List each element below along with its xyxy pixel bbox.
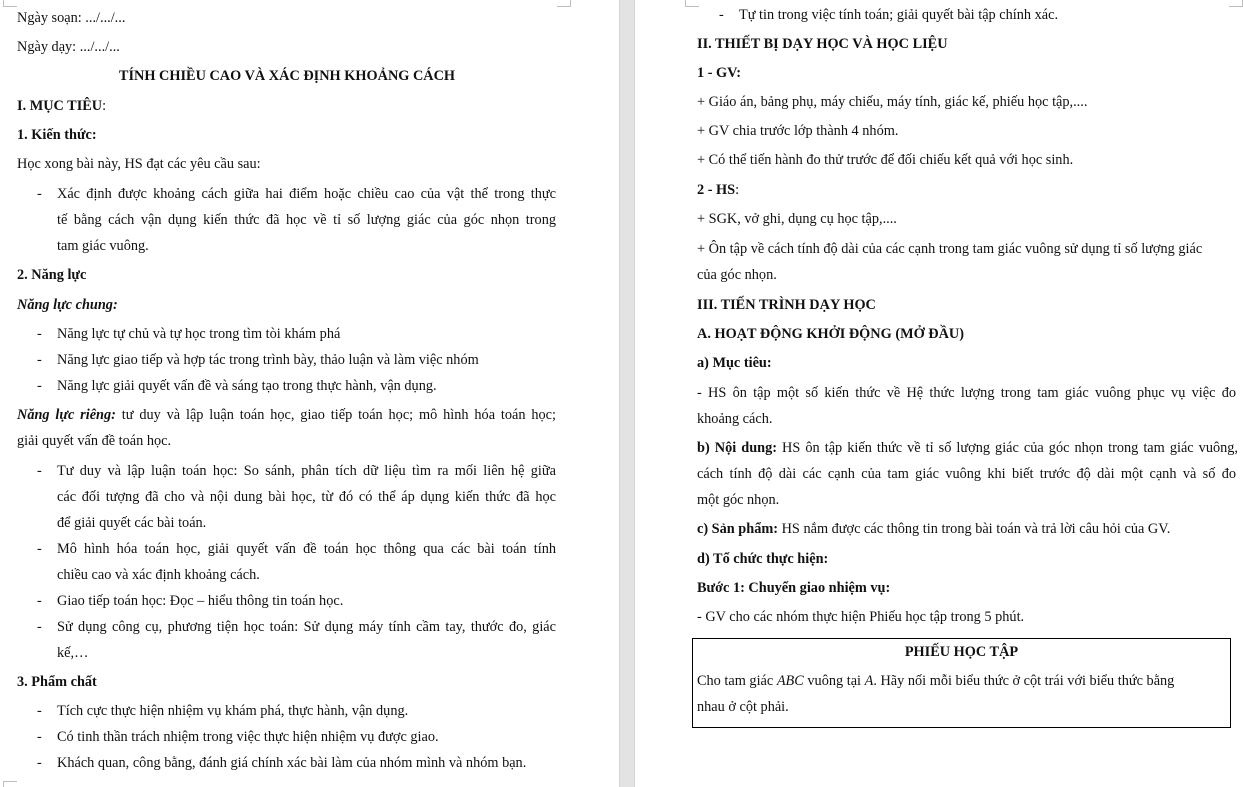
heading-hoat-dong-khoi-dong: A. HOẠT ĐỘNG KHỞI ĐỘNG (MỞ ĐẦU) <box>697 326 965 342</box>
bullet-dash: - <box>37 729 42 745</box>
triangle-abc: ABC <box>776 673 804 689</box>
margin-mark-top-right <box>557 0 571 7</box>
rieng-bullet-4-line-1: Sử dụng công cụ, phương tiện học toán: Sử dụng máy tính cầm tay, thước đo, giác <box>57 619 556 635</box>
rieng-bullet-2-line-1: Mô hình hóa toán học, giải quyết vấn đề toán học thông qua các bài toán tính <box>57 541 556 557</box>
heading-hs <box>697 181 739 199</box>
document-page-right[interactable] <box>635 0 1243 787</box>
vertex-a: A <box>864 673 874 689</box>
colon: : <box>735 182 740 198</box>
rieng-bullet-1-line-3: để giải quyết các bài toán. <box>57 515 207 531</box>
heading-hs-label: 2 - HS <box>697 182 736 198</box>
kien-thuc-intro: Học xong bài này, HS đạt các yêu cầu sau: <box>17 156 261 172</box>
phieu-hoc-tap-text-1 <box>697 672 1174 690</box>
margin-mark-bottom-left <box>3 781 17 787</box>
bullet-dash: - <box>37 326 42 342</box>
ngay-soan: Ngày soạn: .../.../... <box>17 10 126 26</box>
san-pham <box>697 520 1170 538</box>
nang-luc-rieng-text-2: giải quyết vấn đề toán học. <box>17 433 172 449</box>
gv-item: + Giáo án, bảng phụ, máy chiếu, máy tính, giác kế, phiếu học tập,.... <box>697 94 1088 110</box>
bullet-dash: - <box>719 7 724 23</box>
gv-item: + GV chia trước lớp thành 4 nhóm. <box>697 123 899 139</box>
section-muc-tieu <box>17 97 106 115</box>
section-thiet-bi: II. THIẾT BỊ DẠY HỌC VÀ HỌC LIỆU <box>697 36 948 52</box>
margin-mark-top-left <box>685 0 699 7</box>
section-muc-tieu-label: I. MỤC TIÊU <box>17 98 103 114</box>
noi-dung-line-1 <box>697 439 1238 457</box>
noi-dung-text: HS ôn tập kiến thức về tỉ số lượng giác của góc nhọn trong tam giác vuông, <box>777 440 1238 456</box>
nang-luc-chung-item: Năng lực giải quyết vấn đề và sáng tạo trong thực hành, vận dụng. <box>57 378 437 394</box>
rieng-bullet-2-line-2: chiều cao và xác định khoảng cách. <box>57 567 260 583</box>
pham-chat-item: Khách quan, công bằng, đánh giá chính xác bài làm của nhóm mình và nhóm bạn. <box>57 755 527 771</box>
bullet-dash: - <box>37 463 42 479</box>
rieng-bullet-4-line-2: kế,… <box>57 645 89 661</box>
bullet-dash: - <box>37 703 42 719</box>
phieu-text: Cho tam giác <box>697 673 777 689</box>
heading-gv: 1 - GV: <box>697 65 741 81</box>
muc-tieu-label: a) Mục tiêu: <box>697 355 772 371</box>
noi-dung-label: b) Nội dung: <box>697 440 778 456</box>
phieu-hoc-tap-box <box>692 638 1231 728</box>
heading-kien-thuc: 1. Kiến thức: <box>17 127 97 143</box>
nang-luc-rieng-label: Năng lực riêng: <box>17 407 116 423</box>
margin-mark-top-right <box>1229 0 1243 7</box>
bullet-dash: - <box>37 755 42 771</box>
heading-pham-chat: 3. Phẩm chất <box>17 674 97 690</box>
gv-item: + Có thể tiến hành đo thử trước để đối chiếu kết quả với học sinh. <box>697 152 1074 168</box>
noi-dung-line-3: một góc nhọn. <box>697 492 780 508</box>
phieu-hoc-tap-title: PHIẾU HỌC TẬP <box>904 644 1019 660</box>
nang-luc-rieng <box>17 406 556 424</box>
phieu-text: . Hãy nối mỗi biểu thức ở cột trái với biểu thức bằng <box>873 673 1175 689</box>
pham-chat-item: Tích cực thực hiện nhiệm vụ khám phá, thực hành, vận dụng. <box>57 703 409 719</box>
nang-luc-rieng-text: tư duy và lập luận toán học, giao tiếp toán học; mô hình hóa toán học; <box>115 407 556 423</box>
page-separator <box>619 0 635 787</box>
bullet-dash: - <box>37 593 42 609</box>
phieu-text: vuông tại <box>803 673 865 689</box>
rieng-bullet-1-line-2: các đối tượng đã cho và nội dung bài học, từ đó có thể áp dụng kiến thức đã học <box>57 489 556 505</box>
bullet-dash: - <box>37 352 42 368</box>
bullet-dash: - <box>37 619 42 635</box>
kien-thuc-bullet-line-3: tam giác vuông. <box>57 238 149 254</box>
document-title: TÍNH CHIỀU CAO VÀ XÁC ĐỊNH KHOẢNG CÁCH <box>118 68 456 84</box>
hs-item-continued: của góc nhọn. <box>697 267 777 283</box>
buoc-1: Bước 1: Chuyển giao nhiệm vụ: <box>697 580 891 596</box>
hs-item: + Ôn tập về cách tính độ dài của các cạnh trong tam giác vuông sử dụng tỉ số lượng giác <box>697 241 1203 257</box>
nang-luc-chung-item: Năng lực giao tiếp và hợp tác trong trình bày, thảo luận và làm việc nhóm <box>57 352 479 368</box>
ngay-day: Ngày dạy: .../.../... <box>17 39 120 55</box>
noi-dung-line-2: cách tính độ dài các cạnh của tam giác vuông khi biết trước độ dài một cạnh và số đo <box>697 466 1236 482</box>
rieng-bullet-3: Giao tiếp toán học: Đọc – hiểu thông tin toán học. <box>57 593 344 609</box>
gv-cho-nhom: - GV cho các nhóm thực hiện Phiếu học tập trong 5 phút. <box>697 609 1025 625</box>
san-pham-label: c) Sản phẩm: <box>697 521 779 537</box>
pham-chat-item-continued: Tự tin trong việc tính toán; giải quyết bài tập chính xác. <box>739 7 1059 23</box>
rieng-bullet-1-line-1: Tư duy và lập luận toán học: So sánh, phân tích dữ liệu tìm ra mối liên hệ giữa <box>57 463 556 479</box>
san-pham-text: HS nắm được các thông tin trong bài toán và trả lời câu hỏi của GV. <box>778 521 1171 537</box>
heading-nang-luc: 2. Năng lực <box>17 267 87 283</box>
colon: : <box>102 98 107 114</box>
bullet-dash: - <box>37 541 42 557</box>
section-tien-trinh: III. TIẾN TRÌNH DẠY HỌC <box>697 297 876 313</box>
bullet-dash: - <box>37 186 42 202</box>
document-page-left[interactable] <box>0 0 619 787</box>
muc-tieu-line-1: - HS ôn tập một số kiến thức về Hệ thức lượng trong tam giác vuông phục vụ việc đo <box>697 385 1236 401</box>
bullet-dash: - <box>37 378 42 394</box>
kien-thuc-bullet-line-2: tế bằng cách vận dụng kiến thức đã học về tỉ số lượng giác của góc nhọn trong <box>57 212 556 228</box>
muc-tieu-line-2: khoảng cách. <box>697 411 773 427</box>
kien-thuc-bullet-line-1: Xác định được khoảng cách giữa hai điểm hoặc chiều cao của vật thể trong thực <box>57 186 556 202</box>
margin-mark-top-left <box>3 0 17 7</box>
to-chuc-thuc-hien: d) Tổ chức thực hiện: <box>697 551 829 567</box>
hs-item: + SGK, vở ghi, dụng cụ học tập,.... <box>697 211 897 227</box>
pham-chat-item: Có tinh thần trách nhiệm trong việc thực hiện nhiệm vụ được giao. <box>57 729 439 745</box>
phieu-hoc-tap-text-2: nhau ở cột phải. <box>697 699 789 715</box>
nang-luc-chung-label: Năng lực chung: <box>17 297 118 313</box>
nang-luc-chung-item: Năng lực tự chủ và tự học trong tìm tòi khám phá <box>57 326 341 342</box>
